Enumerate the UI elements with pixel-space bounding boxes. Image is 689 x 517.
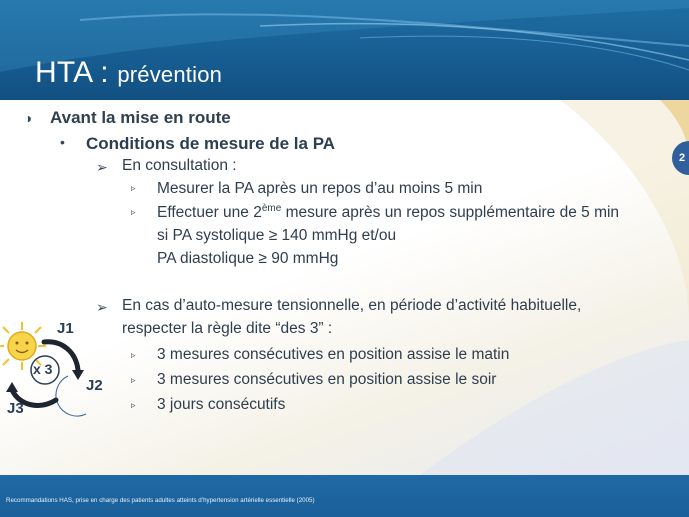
- title-sub: prévention: [117, 62, 223, 87]
- triangle-bullet-icon: ▹: [131, 400, 136, 410]
- text-pa-diastolique: PA diastolique ≥ 90 mmHg: [157, 250, 339, 267]
- bullet-marker: •: [60, 134, 65, 150]
- text-superscript-eme: ème: [261, 203, 282, 214]
- slide-title: [35, 56, 222, 90]
- text-deuxieme-mesure-pre: Effectuer une 2: [157, 204, 262, 221]
- label-j2: J2: [86, 377, 103, 394]
- triangle-bullet-icon: ▹: [131, 183, 136, 193]
- footer-reference: Recommandations HAS, prise en charge des patients adultes atteints d’hypertension artérielle essentielle (2005): [6, 497, 315, 504]
- text-pa-systolique: si PA systolique ≥ 140 mmHg et/ou: [157, 227, 397, 244]
- arrow-head-icon: [72, 370, 84, 380]
- text-avant-la-mise-en-route: Avant la mise en route: [50, 108, 231, 127]
- arrow-bullet-icon: ➢: [96, 159, 108, 175]
- text-deuxieme-mesure: [157, 203, 689, 222]
- text-trois-jours: 3 jours consécutifs: [157, 396, 286, 413]
- side-badge: 2: [672, 141, 689, 175]
- text-mesurer-pa: Mesurer la PA après un repos d’au moins 5 min: [157, 180, 483, 197]
- arrow-bullet-icon: ➢: [96, 299, 108, 315]
- text-soir: 3 mesures consécutives en position assise le soir: [157, 371, 497, 388]
- text-conditions-mesure: Conditions de mesure de la PA: [86, 134, 336, 153]
- arrow-head-icon: [6, 382, 18, 392]
- slide-footer: [0, 475, 689, 517]
- label-x3: x 3: [33, 361, 53, 377]
- triangle-bullet-icon: ▹: [131, 207, 136, 217]
- moon-icon: [56, 376, 86, 416]
- bullet-marker: ◗: [25, 110, 34, 126]
- triangle-bullet-icon: ▹: [131, 350, 136, 360]
- text-auto-mesure: En cas d’auto-mesure tensionnelle, en période d’activité habituelle,: [122, 297, 582, 314]
- text-deuxieme-mesure-post: mesure après un repos supplémentaire de 5 min: [281, 204, 620, 221]
- text-matin: 3 mesures consécutives en position assise le matin: [157, 346, 510, 363]
- slide-header: [0, 0, 689, 100]
- label-j1: J1: [57, 320, 74, 337]
- label-j3: J3: [7, 400, 24, 417]
- title-main: HTA :: [35, 56, 118, 89]
- text-en-consultation: En consultation :: [122, 157, 237, 174]
- triangle-bullet-icon: ▹: [131, 375, 136, 385]
- text-regle-des-3: respecter la règle dite “des 3” :: [122, 320, 333, 337]
